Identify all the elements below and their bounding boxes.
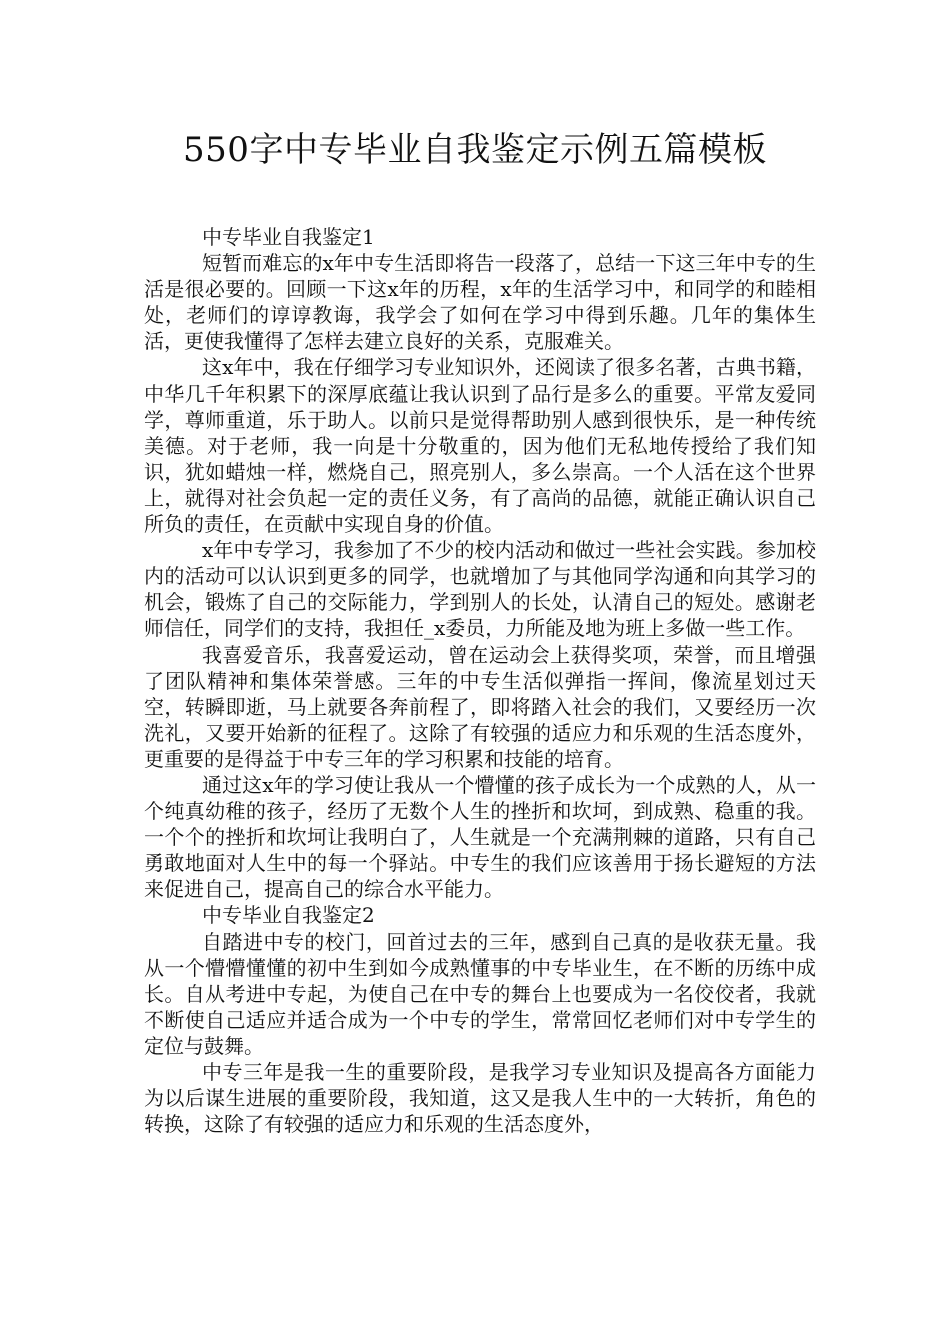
- document-body: [144, 224, 816, 1137]
- section-heading-2: 中专毕业自我鉴定2: [202, 903, 375, 928]
- section-heading-1: 中专毕业自我鉴定1: [202, 225, 375, 249]
- body-paragraph: 这x年中，我在仔细学习专业知识外，还阅读了很多名著，古典书籍，中华几千年积累下的深厚底蕴让我认识到了品行是多么的重要。平常友爱同学，尊师重道，乐于助人。以前只是觉得帮助别人感到很快乐，是一种传统美德。对于老师，我一向是十分敬重的，因为他们无私地传授给了我们知识，犹如蜡烛一样，燃烧自己，照亮别人，多么崇高。一个人活在这个世界上，就得对社会负起一定的责任义务，有了高尚的品德，就能正确认识自己所负的责任，在贡献中实现自身的价值。: [144, 355, 816, 537]
- body-paragraph: 短暂而难忘的x年中专生活即将告一段落了，总结一下这三年中专的生活是很必要的。回顾一下这x年的历程，x年的生活学习中，和同学的和睦相处，老师们的谆谆教诲，我学会了如何在学习中得到乐趣。几年的集体生活，更使我懂得了怎样去建立良好的关系，克服难关。: [144, 251, 816, 354]
- body-paragraph: 中专三年是我一生的重要阶段，是我学习专业知识及提高各方面能力为以后谋生进展的重要阶段，我知道，这又是我人生中的一大转折，角色的转换，这除了有较强的适应力和乐观的生活态度外，: [144, 1060, 816, 1137]
- body-paragraph: 我喜爱音乐，我喜爱运动，曾在运动会上获得奖项，荣誉，而且增强了团队精神和集体荣誉感。三年的中专生活似弹指一挥间，像流星划过天空，转瞬即逝，马上就要各奔前程了，即将踏入社会的我们，又要经历一次洗礼，又要开始新的征程了。这除了有较强的适应力和乐观的生活态度外，更重要的是得益于中专三年的学习积累和技能的培育。: [144, 642, 816, 771]
- body-paragraph: x年中专学习，我参加了不少的校内活动和做过一些社会实践。参加校内的活动可以认识到更多的同学，也就增加了与其他同学沟通和向其学习的机会，锻炼了自己的交际能力，学到别人的长处，认清自己的短处。感谢老师信任，同学们的支持，我担任_x委员，力所能及地为班上多做一些工作。: [144, 538, 816, 641]
- document-title: 550字中专毕业自我鉴定示例五篇模板: [183, 130, 767, 170]
- body-paragraph: 通过这x年的学习使让我从一个懵懂的孩子成长为一个成熟的人，从一个纯真幼稚的孩子，经历了无数个人生的挫折和坎坷，到成熟、稳重的我。一个个的挫折和坎坷让我明白了，人生就是一个充满荆棘的道路，只有自己勇敢地面对人生中的每一个驿站。中专生的我们应该善用于扬长避短的方法来促进自己，提高自己的综合水平能力。: [144, 772, 816, 902]
- body-paragraph: 自踏进中专的校门，回首过去的三年，感到自己真的是收获无量。我从一个懵懵懂懂的初中生到如今成熟懂事的中专毕业生，在不断的历练中成长。自从考进中专起，为使自己在中专的舞台上也要成为一名佼佼者，我就不断使自己适应并适合成为一个中专的学生，常常回忆老师们对中专学生的定位与鼓舞。: [144, 929, 816, 1058]
